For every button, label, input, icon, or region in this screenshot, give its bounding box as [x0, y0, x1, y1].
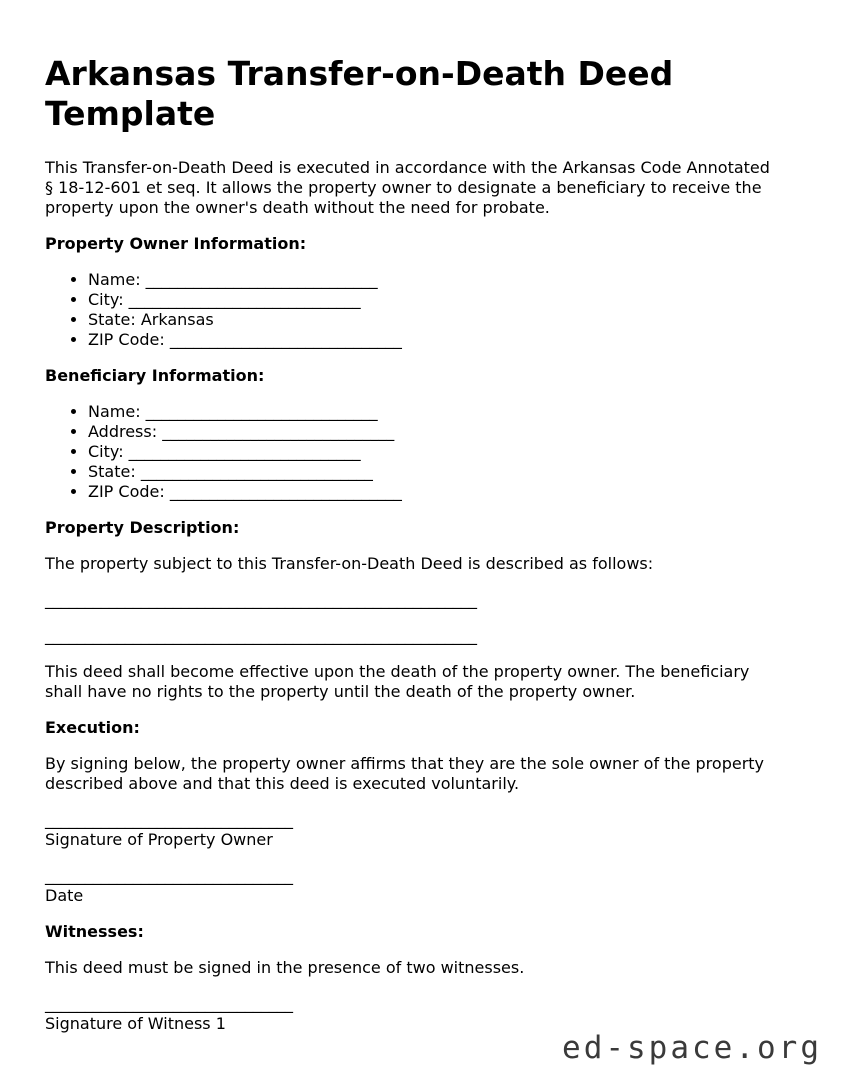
witness1-signature-label: Signature of Witness 1: [45, 1014, 226, 1033]
owner-city-field: • City: _____________________________: [88, 290, 800, 310]
description-blank-line-1: ______________________________________________________: [45, 590, 477, 609]
description-blank-line-2: ______________________________________________________: [45, 626, 477, 645]
beneficiary-name-field: • Name: _____________________________: [88, 402, 800, 422]
beneficiary-address-field: • Address: _____________________________: [88, 422, 800, 442]
execution-line-2: described above and that this deed is executed voluntarily.: [45, 774, 520, 793]
effective-clause-line-2: shall have no rights to the property until the death of the property owner.: [45, 682, 636, 701]
watermark-ed-space: ed-space.org: [562, 1030, 822, 1066]
intro-line-1: This Transfer-on-Death Deed is executed in accordance with the Arkansas Code Annotated: [45, 158, 770, 177]
page-title: [45, 54, 800, 134]
owner-name-field: • Name: _____________________________: [88, 270, 800, 290]
intro-paragraph: [45, 158, 800, 218]
witnesses-paragraph: This deed must be signed in the presence of two witnesses.: [45, 958, 525, 977]
beneficiary-zip-field: • ZIP Code: _____________________________: [88, 482, 800, 502]
beneficiary-list: [45, 402, 800, 502]
beneficiary-city-field: • City: _____________________________: [88, 442, 800, 462]
execution-line-1: By signing below, the property owner affirms that they are the sole owner of the property: [45, 754, 765, 773]
page-title-line-2: Template: [45, 94, 216, 133]
page-title-line-1: Arkansas Transfer-on-Death Deed: [45, 54, 674, 93]
owner-signature-line: _______________________________: [45, 810, 293, 829]
date-label: Date: [45, 886, 84, 905]
section-heading-execution: Execution:: [45, 718, 140, 737]
section-heading-witnesses: Witnesses:: [45, 922, 144, 941]
intro-line-3: property upon the owner's death without the need for probate.: [45, 198, 550, 217]
intro-line-2: § 18-12-601 et seq. It allows the property owner to designate a beneficiary to receive the: [45, 178, 762, 197]
description-intro: The property subject to this Transfer-on-Death Deed is described as follows:: [45, 554, 654, 573]
property-owner-list: [45, 270, 800, 350]
beneficiary-state-field: • State: _____________________________: [88, 462, 800, 482]
execution-paragraph: [45, 754, 800, 794]
owner-signature-label: Signature of Property Owner: [45, 830, 273, 849]
witness1-signature-line: _______________________________: [45, 994, 293, 1013]
owner-state-field: • State: Arkansas: [88, 310, 800, 330]
effective-clause-paragraph: [45, 662, 800, 702]
effective-clause-line-1: This deed shall become effective upon the death of the property owner. The beneficiary: [45, 662, 750, 681]
date-line: _______________________________: [45, 866, 293, 885]
section-heading-beneficiary: Beneficiary Information:: [45, 366, 265, 385]
owner-signature-block: [45, 810, 800, 850]
owner-zip-field: • ZIP Code: _____________________________: [88, 330, 800, 350]
section-heading-property-description: Property Description:: [45, 518, 240, 537]
witness1-signature-block: [45, 994, 800, 1034]
section-heading-property-owner: Property Owner Information:: [45, 234, 307, 253]
date-block: [45, 866, 800, 906]
